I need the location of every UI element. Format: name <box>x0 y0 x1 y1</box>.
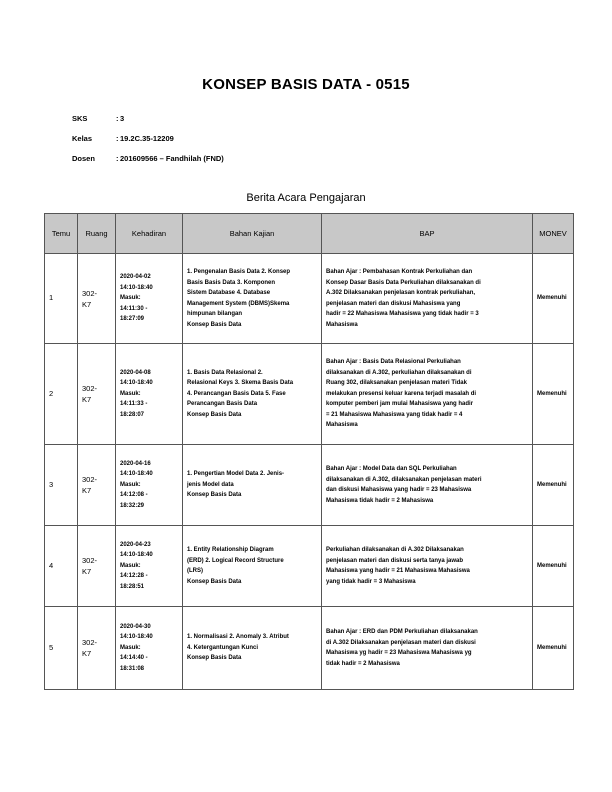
cell-ruang: 302- K7 <box>78 526 116 607</box>
cell-bahan-kajian: 1. Pengertian Model Data 2. Jenis- jenis Model data Konsep Basis Data <box>183 445 322 526</box>
info-separator: : <box>116 133 119 143</box>
cell-bap: Bahan Ajar : Model Data dan SQL Perkuliahan dilaksanakan di A.302, dilaksanakan penjelasan materi dan diskusi Mahasiswa yang hadir = 23 Mahasiswa Mahasiswa tidak hadir = 2 Mahasiswa <box>322 445 533 526</box>
info-row-dosen <box>72 148 224 168</box>
cell-ruang: 302- K7 <box>78 445 116 526</box>
column-header-bahan-kajian: Bahan Kajian <box>183 214 322 254</box>
cell-ruang: 302- K7 <box>78 607 116 690</box>
table-row <box>45 344 574 445</box>
cell-temu: 2 <box>45 344 78 445</box>
cell-ruang: 302- K7 <box>78 344 116 445</box>
cell-temu: 1 <box>45 254 78 344</box>
table-row <box>45 254 574 344</box>
page-title: KONSEP BASIS DATA - 0515 <box>202 76 410 93</box>
cell-monev: Memenuhi <box>533 607 574 690</box>
column-header-kehadiran: Kehadiran <box>116 214 183 254</box>
table-row <box>45 607 574 690</box>
cell-bahan-kajian: 1. Basis Data Relasional 2. Relasional Keys 3. Skema Basis Data 4. Perancangan Basis Data 5. Fase Perancangan Basis Data Konsep Basis Data <box>183 344 322 445</box>
info-separator: : <box>116 153 119 163</box>
table-row <box>45 445 574 526</box>
cell-bahan-kajian: 1. Entity Relationship Diagram (ERD) 2. Logical Record Structure (LRS) Konsep Basis Data <box>183 526 322 607</box>
column-header-bap: BAP <box>322 214 533 254</box>
cell-bahan-kajian: 1. Normalisasi 2. Anomaly 3. Atribut 4. Ketergantungan Kunci Konsep Basis Data <box>183 607 322 690</box>
cell-bahan-kajian: 1. Pengenalan Basis Data 2. Konsep Basis Basis Data 3. Komponen Sistem Database 4. Database Management System (DBMS)Skema himpunan bilangan Konsep Basis Data <box>183 254 322 344</box>
info-separator: : <box>116 113 119 123</box>
info-row-kelas <box>72 128 224 148</box>
course-info <box>72 108 224 168</box>
table-header-row <box>45 214 574 254</box>
cell-kehadiran: 2020-04-02 14:10-18:40 Masuk: 14:11:30 - 18:27:09 <box>116 254 183 344</box>
info-label: SKS <box>72 113 88 123</box>
info-label: Kelas <box>72 133 93 143</box>
cell-temu: 3 <box>45 445 78 526</box>
cell-temu: 4 <box>45 526 78 607</box>
cell-monev: Memenuhi <box>533 344 574 445</box>
cell-bap: Bahan Ajar : ERD dan PDM Perkuliahan dilaksanakan di A.302 Dilaksanakan penjelasan materi dan diskusi Mahasiswa yg hadir = 23 Mahasiswa Mahasiswa yg tidak hadir = 2 Mahasiswa <box>322 607 533 690</box>
column-header-monev: MONEV <box>533 214 574 254</box>
cell-kehadiran: 2020-04-16 14:10-18:40 Masuk: 14:12:08 - 18:32:29 <box>116 445 183 526</box>
cell-bap: Perkuliahan dilaksanakan di A.302 Dilaksanakan penjelasan materi dan diskusi serta tanya jawab Mahasiswa yang hadir = 21 Mahasiswa Mahasiswa yang tidak hadir = 3 Mahasiswa <box>322 526 533 607</box>
section-title: Berita Acara Pengajaran <box>246 192 366 204</box>
info-row-sks <box>72 108 224 128</box>
cell-temu: 5 <box>45 607 78 690</box>
cell-kehadiran: 2020-04-08 14:10-18:40 Masuk: 14:11:33 - 18:28:07 <box>116 344 183 445</box>
cell-kehadiran: 2020-04-30 14:10-18:40 Masuk: 14:14:40 - 18:31:08 <box>116 607 183 690</box>
cell-bap: Bahan Ajar : Basis Data Relasional Perkuliahan dilaksanakan di A.302, perkuliahan dilaksanakan di Ruang 302, dilaksanakan penjelasan materi Tidak melakukan presensi keluar karena terjadi masalah di komputer pemberi jam mulai Mahasiswa yang hadir = 21 Mahasiswa Mahasiswa yang tidak hadir = 4 Mahasiswa <box>322 344 533 445</box>
cell-monev: Memenuhi <box>533 254 574 344</box>
bap-table <box>44 213 574 690</box>
cell-monev: Memenuhi <box>533 526 574 607</box>
info-value: 19.2C.35-12209 <box>120 133 174 143</box>
info-value: 201609566 – Fandhilah (FND) <box>120 153 224 163</box>
cell-bap: Bahan Ajar : Pembahasan Kontrak Perkuliahan dan Konsep Dasar Basis Data Perkuliahan dilaksanakan di A.302 Dilaksanakan penjelasan kontrak perkuliahan, penjelasan materi dan diskusi Mahasiswa yang hadir = 22 Mahasiswa Mahasiswa yang tidak hadir = 3 Mahasiswa <box>322 254 533 344</box>
info-label: Dosen <box>72 153 95 163</box>
column-header-temu: Temu <box>45 214 78 254</box>
info-value: 3 <box>120 113 125 123</box>
cell-ruang: 302- K7 <box>78 254 116 344</box>
table-row <box>45 526 574 607</box>
column-header-ruang: Ruang <box>78 214 116 254</box>
cell-monev: Memenuhi <box>533 445 574 526</box>
cell-kehadiran: 2020-04-23 14:10-18:40 Masuk: 14:12:28 - 18:28:51 <box>116 526 183 607</box>
